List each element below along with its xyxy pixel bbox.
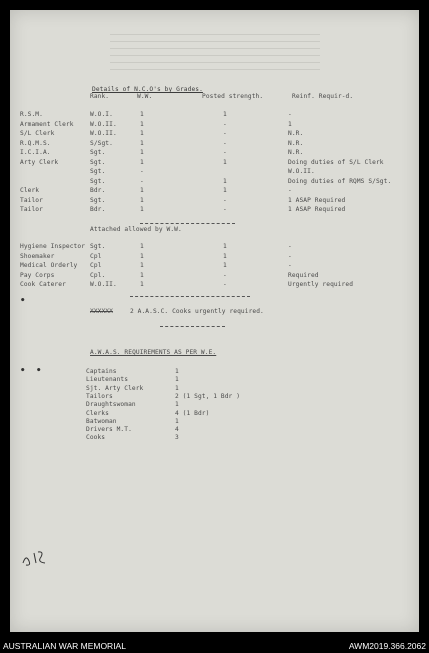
- struck-text: XXXXXX: [90, 308, 113, 315]
- table-cell-posted: 1: [223, 252, 227, 260]
- table-cell-rank: Sgt.: [90, 196, 106, 204]
- table-cell-rank: Bdr.: [90, 206, 106, 213]
- requirement-label: Cooks: [86, 434, 106, 442]
- col-header-reinf: Reinf. Requir-d.: [292, 93, 354, 100]
- table-cell-role: Hygiene Inspector: [20, 243, 86, 250]
- table-cell-rank: Sgt.: [90, 149, 106, 156]
- requirement-value: 1: [175, 401, 179, 409]
- table-cell-reinf: N.R.: [288, 130, 304, 137]
- table-cell-posted: 1: [223, 243, 227, 250]
- table-cell-role: R.Q.M.S.: [20, 139, 51, 147]
- document-page: [10, 10, 419, 632]
- table-cell-reinf: -: [288, 187, 292, 194]
- table-cell-reinf: -: [288, 111, 292, 118]
- table-cell-ww: 1: [140, 149, 144, 156]
- col-header-posted: Posted strength.: [202, 93, 264, 100]
- requirement-value: 1: [175, 368, 179, 375]
- col-header-ww: W.W.: [137, 93, 153, 100]
- table-cell-role: Arty Clerk: [20, 158, 59, 166]
- table-cell-reinf: Doing duties of RQMS S/Sgt.: [288, 177, 392, 185]
- divider: [130, 296, 250, 297]
- table-cell-ww: 1: [140, 139, 144, 147]
- footer-archive-label: AUSTRALIAN WAR MEMORIAL: [3, 641, 126, 651]
- divider: [140, 223, 235, 224]
- table-cell-ww: 1: [140, 196, 144, 204]
- requirement-label: Lieutenants: [86, 376, 129, 384]
- table-cell-rank: W.O.II.: [90, 281, 117, 289]
- table-cell-rank: W.O.I.: [90, 111, 113, 118]
- table-cell-reinf: -: [288, 262, 292, 270]
- table-cell-reinf: -: [288, 243, 292, 250]
- table-cell-rank: Sgt.: [90, 243, 106, 250]
- table-cell-ww: 1: [140, 281, 144, 289]
- table-cell-reinf: W.O.II.: [288, 168, 315, 175]
- table-cell-posted: -: [223, 130, 227, 137]
- table-cell-role: Medical Orderly: [20, 262, 78, 270]
- table-cell-reinf: N.R.: [288, 139, 304, 147]
- table-cell-ww: 1: [140, 111, 144, 118]
- table-cell-reinf: -: [288, 252, 292, 260]
- bleed-through-text: [110, 30, 320, 70]
- table-cell-ww: 1: [140, 206, 144, 213]
- table-cell-reinf: Doing duties of S/L Clerk: [288, 158, 384, 166]
- margin-mark: •: [36, 366, 42, 376]
- table-title: Details of N.C.O's by Grades.: [92, 86, 203, 93]
- table-cell-reinf: N.R.: [288, 149, 304, 156]
- table-cell-rank: W.O.II.: [90, 130, 117, 137]
- requirement-label: Draughtswoman: [86, 401, 136, 409]
- table-cell-rank: Cpl.: [90, 271, 106, 279]
- requirement-value: 4: [175, 426, 179, 434]
- requirement-label: Tailors: [86, 392, 113, 400]
- table-cell-posted: 1: [223, 262, 227, 270]
- table-cell-rank: W.O.II.: [90, 120, 117, 128]
- table-cell-role: R.S.M.: [20, 111, 43, 118]
- table-cell-posted: -: [223, 281, 227, 289]
- table-cell-ww: 1: [140, 243, 144, 250]
- table-cell-rank: Sgt.: [90, 168, 106, 175]
- table-cell-ww: 1: [140, 252, 144, 260]
- table-cell-ww: 1: [140, 120, 144, 128]
- table-cell-role: I.C.I.A.: [20, 149, 51, 156]
- col-header-rank: Rank.: [90, 93, 110, 100]
- requirement-value: 2 (1 Sgt, 1 Bdr ): [175, 392, 241, 400]
- table-cell-role: Tailor: [20, 196, 43, 204]
- table-cell-ww: 1: [140, 262, 144, 270]
- table-cell-role: Shoemaker: [20, 252, 55, 260]
- table-cell-posted: 1: [223, 158, 227, 166]
- table-cell-reinf: 1: [288, 120, 292, 128]
- table-cell-posted: -: [223, 120, 227, 128]
- table-cell-posted: -: [223, 196, 227, 204]
- margin-mark: •: [20, 296, 26, 306]
- requirement-value: 1: [175, 417, 179, 425]
- table-cell-posted: 1: [223, 187, 227, 194]
- table-cell-reinf: 1 ASAP Required: [288, 206, 346, 213]
- table-cell-rank: Cpl: [90, 262, 102, 270]
- table-cell-role: Armament Clerk: [20, 120, 74, 128]
- handwritten-annotation-icon: [20, 547, 60, 571]
- margin-mark: •: [20, 366, 26, 376]
- table-cell-ww: 1: [140, 158, 144, 166]
- table-cell-ww: 1: [140, 130, 144, 137]
- table-cell-ww: -: [140, 168, 144, 175]
- requirement-label: Drivers M.T.: [86, 426, 132, 434]
- table-cell-reinf: 1 ASAP Required: [288, 196, 346, 204]
- table-cell-ww: 1: [140, 271, 144, 279]
- table-cell-role: Pay Corps: [20, 271, 55, 279]
- table-cell-posted: -: [223, 206, 227, 213]
- requirements-title: A.W.A.S. REQUIREMENTS AS PER W.E.: [90, 349, 217, 356]
- requirement-value: 1: [175, 384, 179, 392]
- table-cell-rank: S/Sgt.: [90, 139, 113, 147]
- table-cell-posted: 1: [223, 111, 227, 118]
- attached-title: Attached allowed by W.W.: [90, 226, 182, 233]
- table-cell-role: Clerk: [20, 187, 40, 194]
- table-cell-rank: Bdr.: [90, 187, 106, 194]
- requirement-label: Batwoman: [86, 417, 117, 425]
- divider: [160, 326, 225, 327]
- note-text: 2 A.A.S.C. Cooks urgently required.: [130, 308, 264, 315]
- table-cell-posted: -: [223, 139, 227, 147]
- table-cell-ww: -: [140, 177, 144, 185]
- table-cell-rank: Cpl: [90, 252, 102, 260]
- table-cell-reinf: Required: [288, 271, 319, 279]
- table-cell-posted: -: [223, 271, 227, 279]
- table-cell-rank: Sgt.: [90, 177, 106, 185]
- requirement-value: 3: [175, 434, 179, 442]
- requirement-label: Clerks: [86, 409, 109, 417]
- table-cell-role: Tailor: [20, 206, 43, 213]
- table-cell-ww: 1: [140, 187, 144, 194]
- table-cell-role: Cook Caterer: [20, 281, 66, 289]
- footer-catalog-id: AWM2019.366.2062: [348, 641, 426, 651]
- requirement-label: Sjt. Arty Clerk: [86, 384, 144, 392]
- table-cell-role: S/L Clerk: [20, 130, 55, 137]
- table-cell-posted: -: [223, 149, 227, 156]
- table-cell-reinf: Urgently required: [288, 281, 354, 289]
- table-cell-rank: Sgt.: [90, 158, 106, 166]
- requirement-value: 1: [175, 376, 179, 384]
- table-cell-posted: 1: [223, 177, 227, 185]
- requirement-value: 4 (1 Bdr): [175, 409, 210, 417]
- requirement-label: Captains: [86, 368, 117, 375]
